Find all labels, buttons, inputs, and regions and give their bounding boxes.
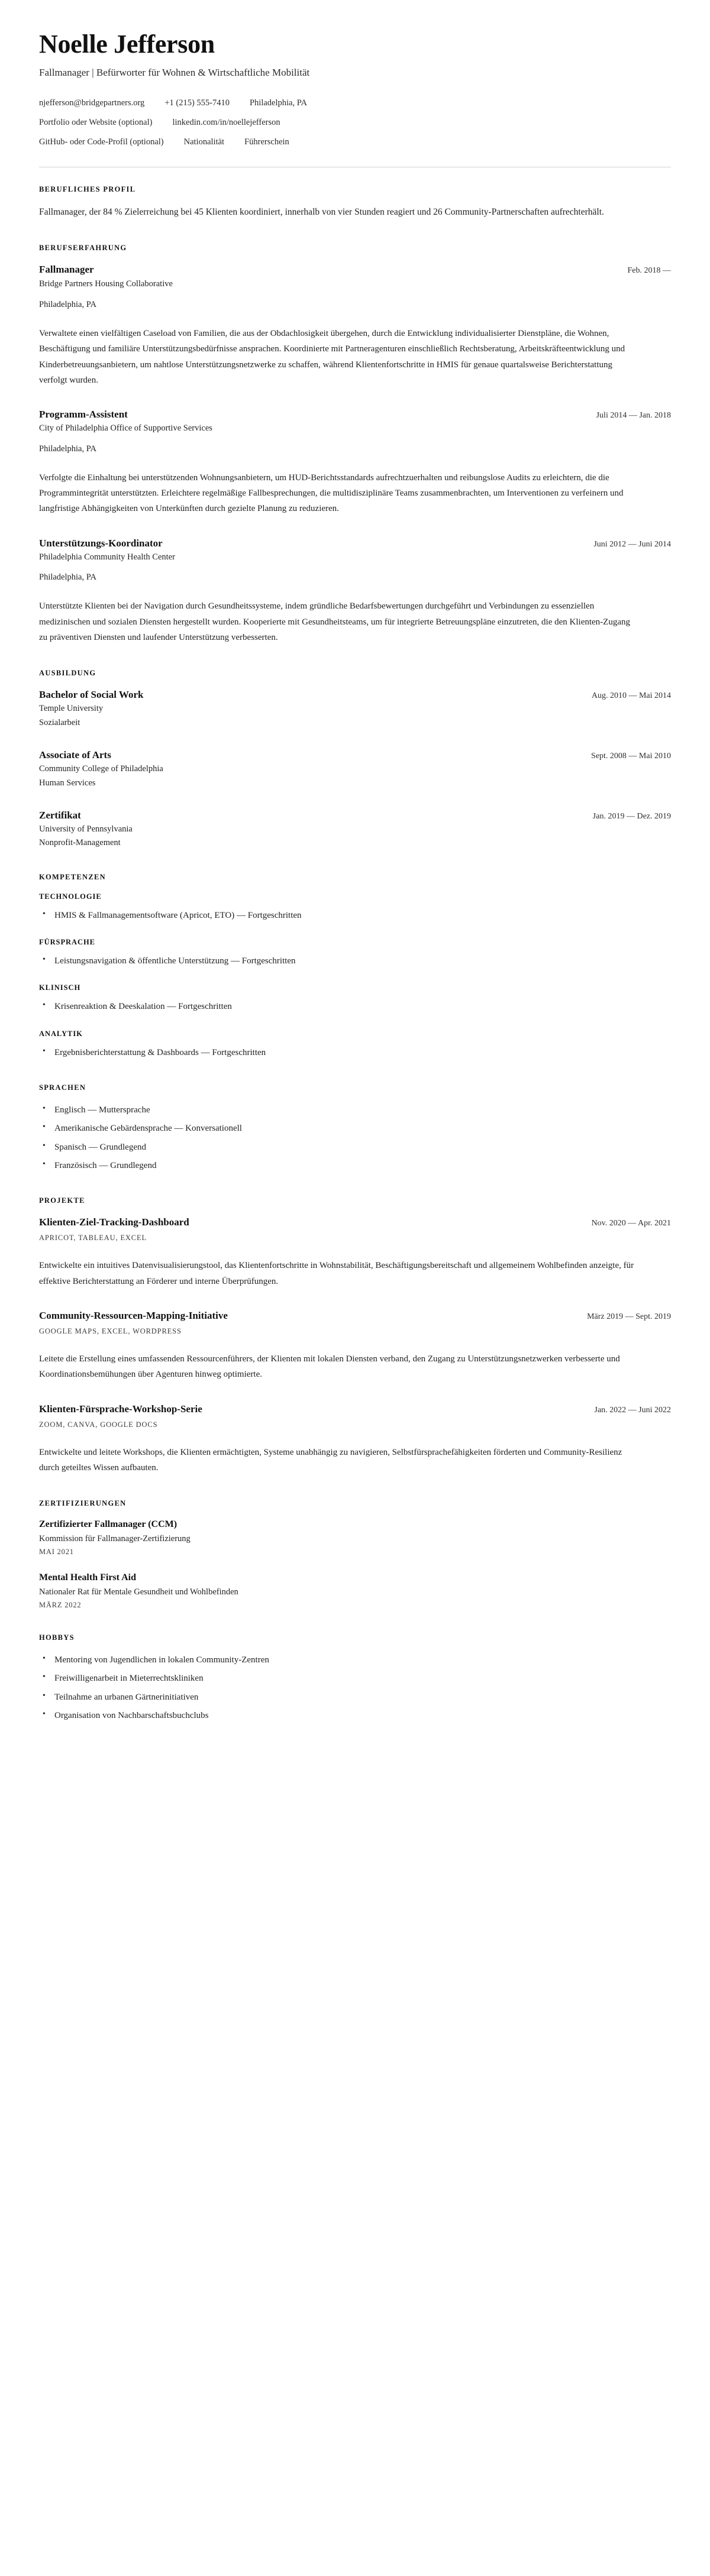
section-title-experience: BERUFSERFAHRUNG (39, 244, 127, 253)
language-item: • Spanisch — Grundlegend (39, 1140, 671, 1154)
certification-date: MAI 2021 (39, 1548, 74, 1556)
section-experience (39, 244, 671, 645)
education-field: Human Services (39, 778, 96, 788)
contact-row-3 (39, 136, 671, 149)
education-degree: Bachelor of Social Work (39, 689, 144, 701)
experience-date-range: Feb. 2018 — (627, 266, 671, 276)
skill-group (39, 1030, 671, 1060)
experience-location: Philadelphia, PA (39, 299, 96, 309)
experience-job-title: Unterstützungs-Koordinator (39, 537, 163, 549)
project-entry-head (39, 1216, 671, 1228)
candidate-headline: Fallmanager | Befürworter für Wohnen & Wirtschaftliche Mobilität (39, 67, 310, 79)
language-item: • Amerikanische Gebärdensprache — Konversationell (39, 1121, 671, 1135)
experience-job-title: Fallmanager (39, 264, 94, 276)
education-degree: Associate of Arts (39, 749, 111, 761)
certification-issuer: Nationaler Rat für Mentale Gesundheit und Wohlbefinden (39, 1587, 238, 1597)
education-entry-head (39, 688, 671, 701)
section-title-hobbies: HOBBYS (39, 1633, 75, 1642)
contact-portfolio[interactable]: Portfolio oder Website (optional) (39, 118, 153, 128)
section-title-education: AUSBILDUNG (39, 669, 96, 678)
skill-group (39, 938, 671, 968)
education-degree: Zertifikat (39, 809, 81, 821)
project-date-range: Nov. 2020 — Apr. 2021 (591, 1219, 671, 1228)
education-entry (39, 688, 671, 729)
experience-date-range: Juli 2014 — Jan. 2018 (596, 411, 671, 420)
experience-organization: Philadelphia Community Health Center (39, 552, 175, 562)
project-entry (39, 1216, 671, 1289)
section-title-summary: BERUFLICHES PROFIL (39, 185, 136, 193)
education-entry (39, 809, 671, 849)
project-entry (39, 1309, 671, 1383)
experience-entry (39, 537, 671, 646)
section-projects (39, 1196, 671, 1475)
skill-item: • Leistungsnavigation & öffentliche Unterstützung — Fortgeschritten (39, 954, 671, 968)
contact-email[interactable]: njefferson@bridgepartners.org (39, 98, 145, 108)
skill-group (39, 892, 671, 923)
language-list (39, 1103, 671, 1173)
section-title-languages: SPRACHEN (39, 1083, 86, 1092)
education-entry-head (39, 809, 671, 821)
project-date-range: März 2019 — Sept. 2019 (587, 1312, 671, 1321)
certification-entry (39, 1519, 671, 1556)
experience-entry-head (39, 537, 671, 549)
experience-description: Verwaltete einen vielfältigen Caseload von Familien, die aus der Obdachlosigkeit übergehen, durch die Entwicklung individualisierter Dienstpläne, die Wohnen, Beschäftigung und familiäre Unterstützungsbedürfnisse ansprachen. Koordinierte mit Partneragenturen einschließlich Rechtsberatung, Arbeitskräfteentwicklung und Kinderbetreuungsanbietern, um nahtlose Unterstützungsnetzwerke zu schaffen, während Klientenfortschritte in HMIS für genaue quartalsweise Berichterstattung verfolgt wurden. (39, 329, 625, 385)
contact-linkedin[interactable]: linkedin.com/in/noellejefferson (172, 118, 280, 128)
education-field: Sozialarbeit (39, 717, 80, 727)
experience-date-range: Juni 2012 — Juni 2014 (593, 539, 671, 549)
project-name: Klienten-Fürsprache-Workshop-Serie (39, 1403, 202, 1415)
project-entry (39, 1403, 671, 1476)
certification-issuer: Kommission für Fallmanager-Zertifizierung (39, 1534, 191, 1544)
education-school: Temple University (39, 704, 104, 714)
resume-header (39, 31, 671, 149)
section-title-projects: PROJEKTE (39, 1196, 85, 1205)
project-name: Community-Ressourcen-Mapping-Initiative (39, 1309, 228, 1321)
education-entry (39, 749, 671, 789)
certification-name: Zertifizierter Fallmanager (CCM) (39, 1519, 178, 1530)
section-title-certifications: ZERTIFIZIERUNGEN (39, 1499, 127, 1508)
experience-location: Philadelphia, PA (39, 444, 96, 454)
experience-organization: City of Philadelphia Office of Supportive Services (39, 423, 212, 433)
section-summary (39, 185, 671, 221)
education-field: Nonprofit-Management (39, 838, 121, 848)
contact-nationality: Nationalität (183, 137, 225, 147)
section-hobbies (39, 1633, 671, 1723)
project-date-range: Jan. 2022 — Juni 2022 (594, 1405, 671, 1415)
certification-entry (39, 1572, 671, 1610)
experience-entry-head (39, 263, 671, 276)
education-school: Community College of Philadelphia (39, 764, 163, 774)
contact-location: Philadelphia, PA (249, 98, 307, 108)
education-date-range: Jan. 2019 — Dez. 2019 (592, 811, 671, 821)
experience-description: Verfolgte die Einhaltung bei unterstützenden Wohnungsanbietern, um HUD-Berichtsstandards aufrechtzuerhalten und reibungslose Audits zu erleichtern, die die Programmintegrität unterstützten. Erleichtere regelmäßige Fallbesprechungen, die multidisziplinäre Teams zusammenbrachten, um Interventionen zu verfeinern und langfristige Abhängigkeiten von Unterkünften durch gezielte Planung zu reduzieren. (39, 473, 624, 514)
project-name: Klienten-Ziel-Tracking-Dashboard (39, 1216, 189, 1228)
skill-list (39, 999, 671, 1014)
project-stack: GOOGLE MAPS, EXCEL, WORDPRESS (39, 1327, 182, 1336)
skill-category: ANALYTIK (39, 1029, 83, 1038)
skill-category: FÜRSPRACHE (39, 938, 95, 947)
skill-list (39, 954, 671, 968)
section-education (39, 669, 671, 849)
summary-text: Fallmanager, der 84 % Zielerreichung bei 45 Klienten koordiniert, innerhalb von vier Stunden reagiert und 26 Community-Partnerschaften aufrechterhält. (39, 206, 604, 217)
experience-description: Unterstützte Klienten bei der Navigation durch Gesundheitssysteme, indem gründliche Bedarfsbewertungen durchgeführt und Verbindungen zu essenziellen medizinischen und sozialen Diensten hergestellt wurden. Kooperierte mit Gesundheitsteams, um für integrierte Betreuungspläne einzutreten, die den Klienten-Zugang zu präventiven Diensten und laufender Unterstützung verbesserten. (39, 601, 630, 642)
project-entry-head (39, 1403, 671, 1415)
section-languages (39, 1083, 671, 1173)
contact-phone[interactable]: +1 (215) 555-7410 (164, 98, 230, 108)
contact-driving-license: Führerschein (244, 137, 289, 147)
contact-github[interactable]: GitHub- oder Code-Profil (optional) (39, 137, 164, 147)
section-skills (39, 873, 671, 1060)
hobby-item: • Mentoring von Jugendlichen in lokalen Community-Zentren (39, 1653, 671, 1667)
skill-category: KLINISCH (39, 983, 81, 992)
education-date-range: Aug. 2010 — Mai 2014 (591, 691, 671, 701)
skill-list (39, 1046, 671, 1060)
experience-entry (39, 263, 671, 388)
skill-item: • Krisenreaktion & Deeskalation — Fortgeschritten (39, 999, 671, 1014)
skill-group (39, 983, 671, 1014)
project-description: Leitete die Erstellung eines umfassenden Ressourcenführers, der Klienten mit lokalen Diensten verband, den Zugang zu Unterstützungsnetzwerken verbesserte und Koordinationsbemühungen über Agenturen hinweg optimierte. (39, 1354, 620, 1380)
hobby-item: • Organisation von Nachbarschaftsbuchclubs (39, 1708, 671, 1723)
candidate-name: Noelle Jefferson (39, 30, 215, 59)
contact-row-1 (39, 97, 671, 110)
section-certifications (39, 1499, 671, 1610)
education-school: University of Pennsylvania (39, 824, 133, 834)
section-title-skills: KOMPETENZEN (39, 872, 106, 881)
skill-list (39, 908, 671, 923)
certification-name: Mental Health First Aid (39, 1572, 136, 1583)
education-entry-head (39, 749, 671, 761)
hobby-list (39, 1653, 671, 1723)
project-stack: ZOOM, CANVA, GOOGLE DOCS (39, 1420, 158, 1429)
experience-organization: Bridge Partners Housing Collaborative (39, 279, 173, 289)
experience-entry-head (39, 408, 671, 420)
skill-item: • HMIS & Fallmanagementsoftware (Apricot, ETO) — Fortgeschritten (39, 908, 671, 923)
experience-job-title: Programm-Assistent (39, 409, 128, 420)
skill-item: • Ergebnisberichterstattung & Dashboards — Fortgeschritten (39, 1046, 671, 1060)
hobby-item: • Teilnahme an urbanen Gärtnerinitiativen (39, 1690, 671, 1704)
hobby-item: • Freiwilligenarbeit in Mieterrechtskliniken (39, 1671, 671, 1685)
project-description: Entwickelte ein intuitives Datenvisualisierungstool, das Klientenfortschritte in Wohnstabilität, Beschäftigungsbereitschaft und allgemeinem Wohlbefinden anzeigte, für effektive Berichterstattung an Förderer und interne Überprüfungen. (39, 1261, 634, 1286)
project-stack: APRICOT, TABLEAU, EXCEL (39, 1234, 147, 1242)
education-date-range: Sept. 2008 — Mai 2010 (591, 752, 671, 761)
project-entry-head (39, 1309, 671, 1322)
certification-date: MÄRZ 2022 (39, 1600, 82, 1609)
language-item: • Französisch — Grundlegend (39, 1158, 671, 1173)
experience-location: Philadelphia, PA (39, 572, 96, 582)
language-item: • Englisch — Muttersprache (39, 1103, 671, 1117)
skill-category: TECHNOLOGIE (39, 892, 102, 901)
project-description: Entwickelte und leitete Workshops, die Klienten ermächtigten, Systeme unabhängig zu navigieren, Selbstfürsprachefähigkeiten förderten und Community-Resilienz durch geteiltes Wissen aufbauten. (39, 1447, 622, 1473)
contact-row-2 (39, 116, 671, 130)
experience-entry (39, 408, 671, 517)
